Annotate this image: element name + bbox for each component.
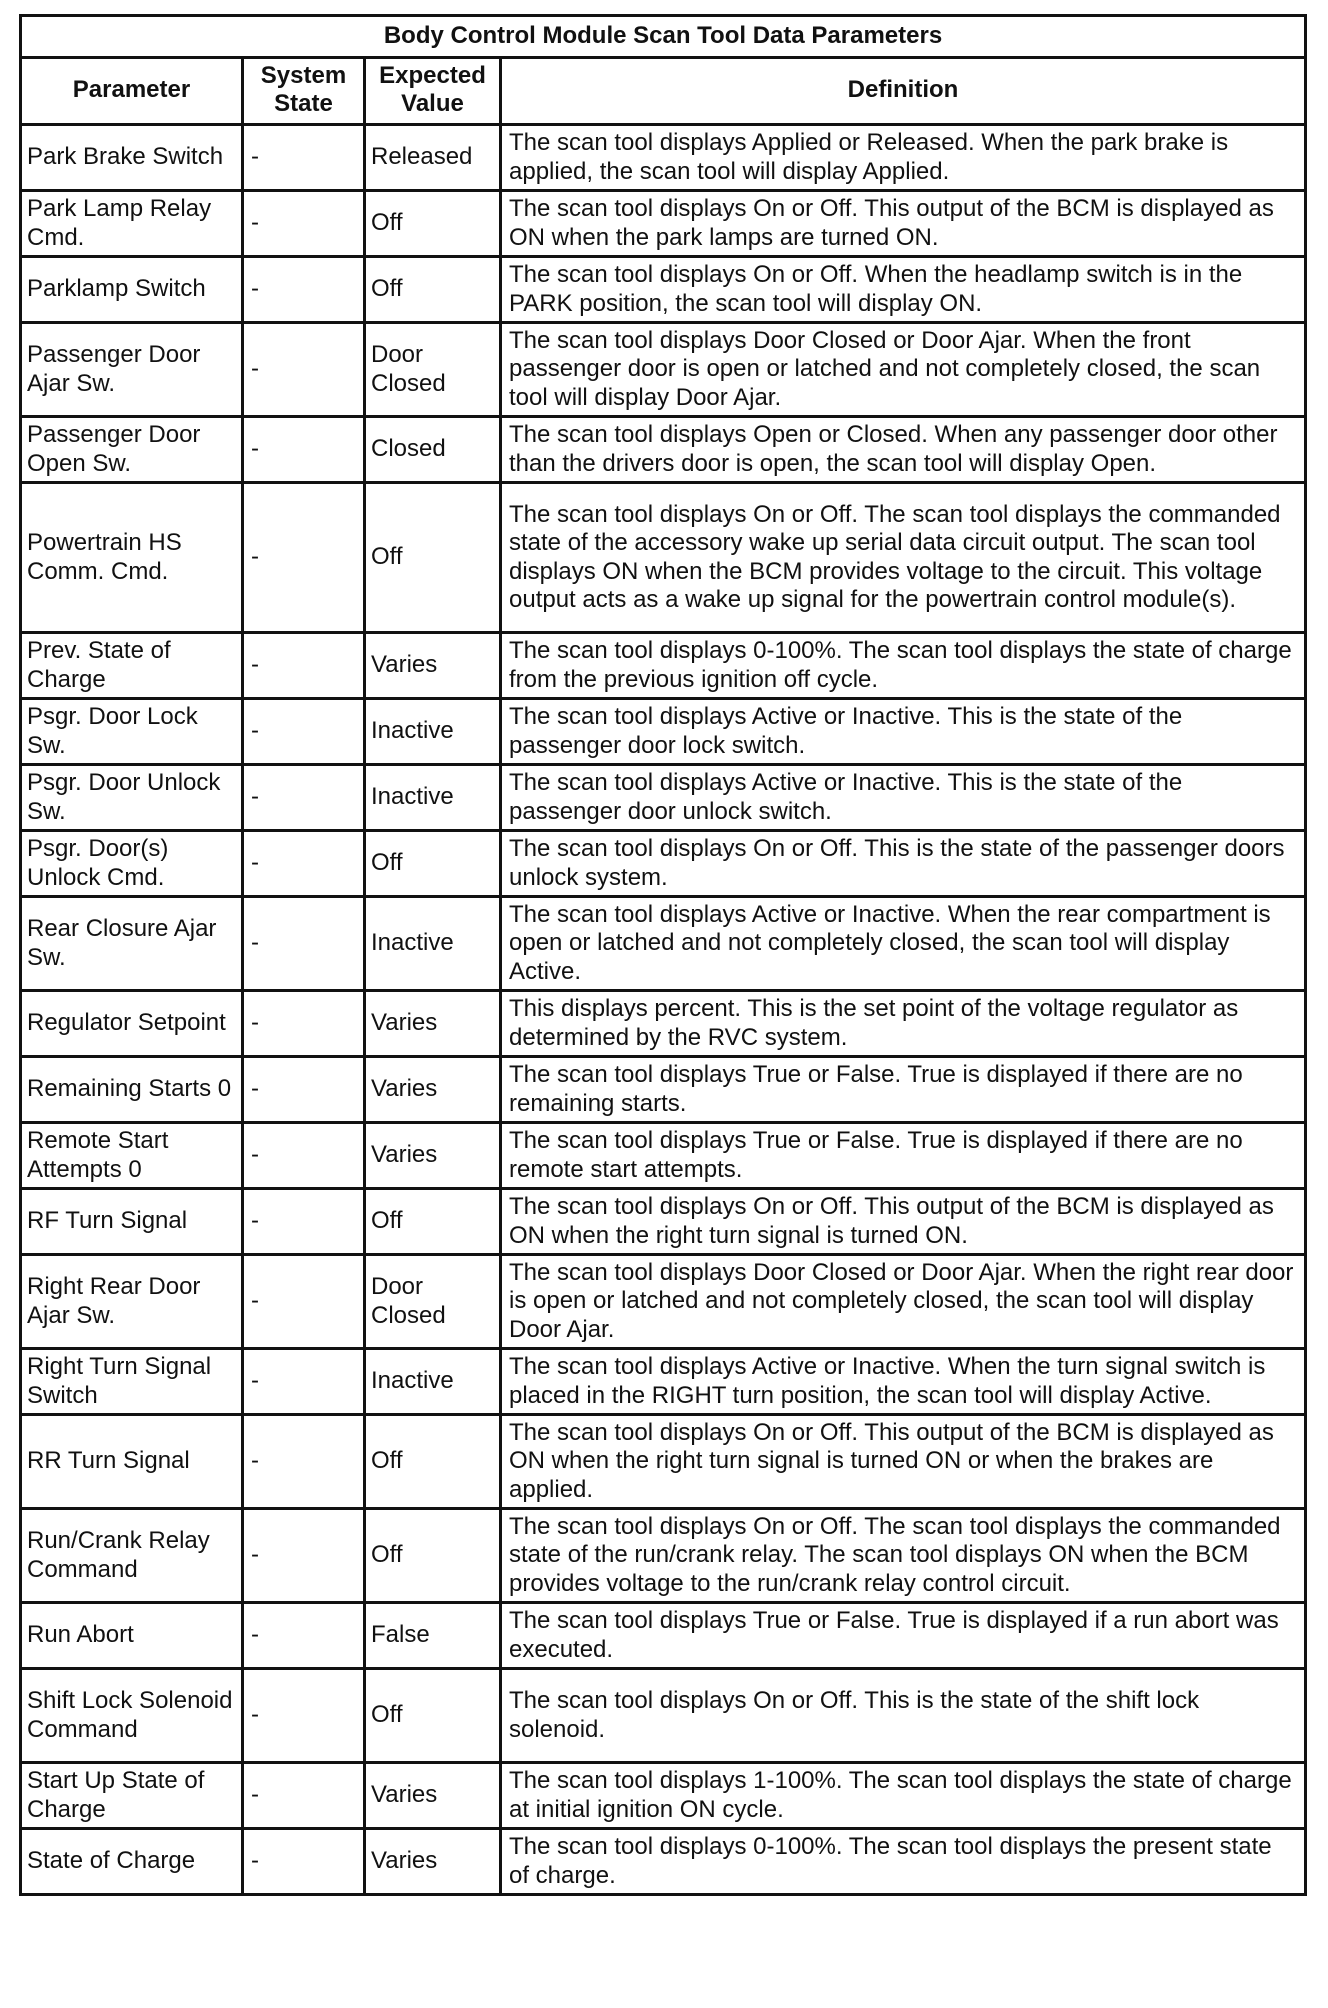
parameter-cell: Passenger Door Ajar Sw. [21, 323, 243, 417]
expected-value-cell: Door Closed [365, 323, 501, 417]
parameter-cell: Park Brake Switch [21, 125, 243, 191]
table-row [21, 125, 1306, 191]
definition-cell: The scan tool displays On or Off. The scan tool displays the commanded state of the run/crank relay. The scan tool displays ON when the BCM provides voltage to the run/crank relay control circuit. [501, 1509, 1306, 1603]
system-state-cell: - [243, 699, 365, 765]
parameter-cell: Remaining Starts 0 [21, 1057, 243, 1123]
expected-value-cell: Closed [365, 417, 501, 483]
table-row [21, 699, 1306, 765]
system-state-cell: - [243, 191, 365, 257]
column-header-system-state: System State [243, 58, 365, 125]
scan-tool-data-table [19, 14, 1307, 1896]
system-state-cell: - [243, 991, 365, 1057]
table-row [21, 1349, 1306, 1415]
table-row [21, 1669, 1306, 1763]
parameter-cell: Rear Closure Ajar Sw. [21, 897, 243, 991]
system-state-cell: - [243, 1189, 365, 1255]
table-row [21, 1189, 1306, 1255]
parameter-cell: State of Charge [21, 1829, 243, 1895]
expected-value-cell: Inactive [365, 699, 501, 765]
expected-value-cell: Off [365, 257, 501, 323]
table-row [21, 257, 1306, 323]
table-row [21, 417, 1306, 483]
parameter-cell: Run Abort [21, 1603, 243, 1669]
table-row [21, 1057, 1306, 1123]
system-state-cell: - [243, 1763, 365, 1829]
parameter-cell: Psgr. Door(s) Unlock Cmd. [21, 831, 243, 897]
definition-cell: The scan tool displays Active or Inactive. This is the state of the passenger door unlock switch. [501, 765, 1306, 831]
column-header-expected-value: Expected Value [365, 58, 501, 125]
expected-value-cell: Off [365, 831, 501, 897]
system-state-cell: - [243, 1603, 365, 1669]
parameter-cell: Powertrain HS Comm. Cmd. [21, 483, 243, 633]
table-title: Body Control Module Scan Tool Data Parameters [21, 16, 1306, 58]
system-state-cell: - [243, 483, 365, 633]
table-row [21, 483, 1306, 633]
table-row [21, 1603, 1306, 1669]
system-state-cell: - [243, 1415, 365, 1509]
parameter-cell: Park Lamp Relay Cmd. [21, 191, 243, 257]
system-state-cell: - [243, 897, 365, 991]
parameter-cell: Passenger Door Open Sw. [21, 417, 243, 483]
table-row [21, 1415, 1306, 1509]
table-row [21, 991, 1306, 1057]
definition-cell: The scan tool displays On or Off. This is the state of the shift lock solenoid. [501, 1669, 1306, 1763]
expected-value-cell: Inactive [365, 897, 501, 991]
parameter-cell: Start Up State of Charge [21, 1763, 243, 1829]
system-state-cell: - [243, 257, 365, 323]
definition-cell: The scan tool displays On or Off. The scan tool displays the commanded state of the accessory wake up serial data circuit output. The scan tool displays ON when the BCM provides voltage to the circuit. This voltage output acts as a wake up signal for the powertrain control module(s). [501, 483, 1306, 633]
parameter-cell: Psgr. Door Lock Sw. [21, 699, 243, 765]
system-state-cell: - [243, 323, 365, 417]
expected-value-cell: Varies [365, 991, 501, 1057]
definition-cell: The scan tool displays Applied or Released. When the park brake is applied, the scan tool will display Applied. [501, 125, 1306, 191]
table-row [21, 1509, 1306, 1603]
system-state-cell: - [243, 1349, 365, 1415]
column-header-definition: Definition [501, 58, 1306, 125]
table-body [21, 125, 1306, 1895]
parameter-cell: Prev. State of Charge [21, 633, 243, 699]
system-state-cell: - [243, 125, 365, 191]
system-state-cell: - [243, 1057, 365, 1123]
expected-value-cell: Off [365, 1669, 501, 1763]
parameter-cell: Regulator Setpoint [21, 991, 243, 1057]
expected-value-cell: Door Closed [365, 1255, 501, 1349]
system-state-cell: - [243, 633, 365, 699]
table-row [21, 1763, 1306, 1829]
definition-cell: The scan tool displays Door Closed or Door Ajar. When the front passenger door is open or latched and not completely closed, the scan tool will display Door Ajar. [501, 323, 1306, 417]
definition-cell: The scan tool displays True or False. True is displayed if there are no remaining starts. [501, 1057, 1306, 1123]
expected-value-cell: Off [365, 1189, 501, 1255]
table-row [21, 1123, 1306, 1189]
expected-value-cell: Released [365, 125, 501, 191]
expected-value-cell: Varies [365, 1057, 501, 1123]
column-header-parameter: Parameter [21, 58, 243, 125]
expected-value-cell: Inactive [365, 765, 501, 831]
definition-cell: The scan tool displays Active or Inactive. This is the state of the passenger door lock switch. [501, 699, 1306, 765]
definition-cell: This displays percent. This is the set point of the voltage regulator as determined by the RVC system. [501, 991, 1306, 1057]
parameter-cell: Psgr. Door Unlock Sw. [21, 765, 243, 831]
expected-value-cell: Off [365, 191, 501, 257]
definition-cell: The scan tool displays Open or Closed. When any passenger door other than the drivers door is open, the scan tool will display Open. [501, 417, 1306, 483]
table-row [21, 323, 1306, 417]
definition-cell: The scan tool displays On or Off. This is the state of the passenger doors unlock system. [501, 831, 1306, 897]
system-state-cell: - [243, 831, 365, 897]
parameter-cell: RF Turn Signal [21, 1189, 243, 1255]
header-row [21, 58, 1306, 125]
definition-cell: The scan tool displays 0-100%. The scan tool displays the present state of charge. [501, 1829, 1306, 1895]
parameter-cell: Parklamp Switch [21, 257, 243, 323]
system-state-cell: - [243, 417, 365, 483]
expected-value-cell: Inactive [365, 1349, 501, 1415]
system-state-cell: - [243, 1669, 365, 1763]
definition-cell: The scan tool displays On or Off. This output of the BCM is displayed as ON when the right turn signal is turned ON or when the brakes are applied. [501, 1415, 1306, 1509]
expected-value-cell: Varies [365, 1763, 501, 1829]
table-row [21, 633, 1306, 699]
table-row [21, 765, 1306, 831]
definition-cell: The scan tool displays 0-100%. The scan tool displays the state of charge from the previous ignition off cycle. [501, 633, 1306, 699]
definition-cell: The scan tool displays On or Off. When the headlamp switch is in the PARK position, the scan tool will display ON. [501, 257, 1306, 323]
definition-cell: The scan tool displays True or False. True is displayed if a run abort was executed. [501, 1603, 1306, 1669]
table-row [21, 1829, 1306, 1895]
expected-value-cell: Off [365, 483, 501, 633]
parameter-cell: Right Rear Door Ajar Sw. [21, 1255, 243, 1349]
table-row [21, 1255, 1306, 1349]
definition-cell: The scan tool displays Active or Inactive. When the rear compartment is open or latched and not completely closed, the scan tool will display Active. [501, 897, 1306, 991]
table-row [21, 191, 1306, 257]
expected-value-cell: Off [365, 1509, 501, 1603]
definition-cell: The scan tool displays On or Off. This output of the BCM is displayed as ON when the park lamps are turned ON. [501, 191, 1306, 257]
expected-value-cell: Varies [365, 1829, 501, 1895]
system-state-cell: - [243, 1509, 365, 1603]
definition-cell: The scan tool displays 1-100%. The scan tool displays the state of charge at initial ignition ON cycle. [501, 1763, 1306, 1829]
expected-value-cell: False [365, 1603, 501, 1669]
system-state-cell: - [243, 1123, 365, 1189]
table-row [21, 831, 1306, 897]
definition-cell: The scan tool displays Active or Inactive. When the turn signal switch is placed in the RIGHT turn position, the scan tool will display Active. [501, 1349, 1306, 1415]
expected-value-cell: Varies [365, 1123, 501, 1189]
table-row [21, 897, 1306, 991]
parameter-cell: Right Turn Signal Switch [21, 1349, 243, 1415]
parameter-cell: RR Turn Signal [21, 1415, 243, 1509]
expected-value-cell: Varies [365, 633, 501, 699]
definition-cell: The scan tool displays Door Closed or Door Ajar. When the right rear door is open or latched and not completely closed, the scan tool will display Door Ajar. [501, 1255, 1306, 1349]
parameter-cell: Shift Lock Solenoid Command [21, 1669, 243, 1763]
definition-cell: The scan tool displays On or Off. This output of the BCM is displayed as ON when the right turn signal is turned ON. [501, 1189, 1306, 1255]
parameter-cell: Remote Start Attempts 0 [21, 1123, 243, 1189]
definition-cell: The scan tool displays True or False. True is displayed if there are no remote start attempts. [501, 1123, 1306, 1189]
system-state-cell: - [243, 1255, 365, 1349]
system-state-cell: - [243, 765, 365, 831]
system-state-cell: - [243, 1829, 365, 1895]
expected-value-cell: Off [365, 1415, 501, 1509]
parameter-cell: Run/Crank Relay Command [21, 1509, 243, 1603]
